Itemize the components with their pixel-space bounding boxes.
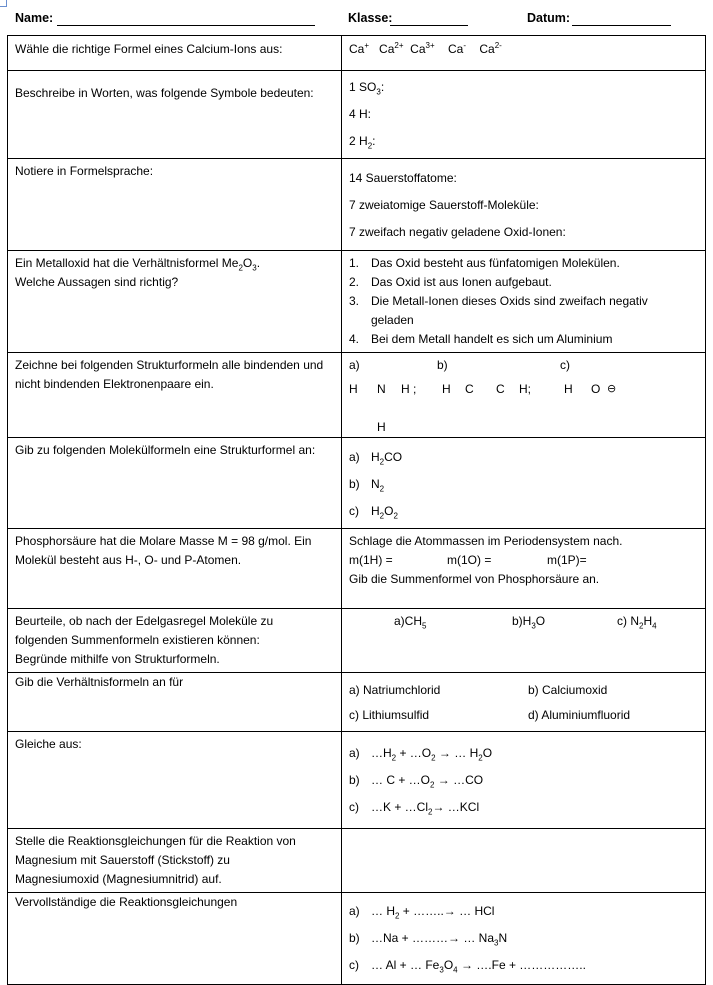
molecule-item: c) $H_2O_2$ (349, 504, 398, 521)
atom: H (377, 420, 386, 434)
question-cell (8, 732, 342, 829)
worksheet-header (15, 10, 705, 30)
date-field[interactable] (572, 25, 671, 26)
answer-cell[interactable] (342, 673, 706, 732)
molecule-item: a) $H_2CO$ (349, 450, 403, 467)
question-cell (8, 251, 342, 353)
task-row-metal-oxide (8, 251, 706, 353)
part-label: a) (349, 358, 360, 372)
ion-option[interactable]: Ca+ (349, 41, 370, 56)
task-row-electron-pairs (8, 353, 706, 438)
date-label: Datum: (527, 11, 571, 25)
name-field[interactable] (57, 25, 315, 26)
question-cell (8, 609, 342, 673)
mass-h: m(1H) = (349, 553, 393, 567)
atom-masses (349, 551, 698, 570)
class-field[interactable] (390, 25, 468, 26)
instruction-text: Gib die Summenformel von Phosphorsäure an. (349, 572, 600, 586)
compound-row (349, 703, 698, 728)
compound-row (349, 678, 698, 703)
atom: N (377, 382, 386, 396)
worksheet-table (7, 35, 706, 985)
task-row-magnesium-reaction (8, 829, 706, 893)
answer-cell[interactable] (342, 529, 706, 609)
question-text: Zeichne bei folgenden Strukturformeln alle bindenden und nicht bindenden Elektronenpaare ein. (15, 358, 324, 391)
statement-item[interactable]: 3. Die Metall-Ionen dieses Oxids sind zweifach negativ geladen (349, 294, 648, 327)
question-text: Ein Metalloxid hat die Verhältnisformel $Me_2O_3$. (15, 256, 261, 273)
compound-item: c) Lithiumsulfid (349, 708, 430, 722)
question-cell (8, 71, 342, 159)
atom: H (349, 382, 358, 396)
question-text: Magnesiumoxid (Magnesiumnitrid) auf. (15, 872, 222, 886)
equation-item: c) …K + $\dots Cl_2\to$ …KCl (349, 800, 480, 817)
task-row-calcium-ion (8, 36, 706, 71)
ion-option[interactable]: Ca- (447, 41, 466, 56)
question-text: Beurteile, ob nach der Edelgasregel Moleküle zu (15, 614, 274, 628)
atom: H (564, 382, 573, 396)
answer-cell[interactable] (342, 829, 706, 893)
equation-item: b) …Na + ………→ … $Na_3N$ (349, 931, 508, 948)
task-row-balance (8, 732, 706, 829)
answer-cell[interactable] (342, 438, 706, 529)
atom: H (442, 382, 451, 396)
question-cell (8, 36, 342, 71)
question-text: folgenden Summenformeln existieren können: (15, 633, 260, 647)
atom: H; (519, 382, 531, 396)
task-row-structural-formula (8, 438, 706, 529)
question-text: Notiere in Formelsprache: (15, 164, 154, 178)
mass-o: m(1O) = (447, 553, 492, 567)
ion-option[interactable]: $Ca^{3+}$ (410, 41, 435, 56)
equation-item: a) … $H_2$ + ……..→ … HCl (349, 904, 495, 921)
compound-item: d) Aluminiumfluorid (528, 708, 631, 722)
negative-charge-icon: ⊖ (607, 383, 617, 395)
formula-item: 7 zweiatomige Sauerstoff-Moleküle: (349, 198, 539, 212)
symbol-item: 4 H: (349, 107, 372, 121)
equation-item: a) $\dots H_2$ + $\dots O_2$ → … $H_2O$ (349, 746, 493, 763)
statement-item[interactable]: 2. Das Oxid ist aus Ionen aufgebaut. (349, 275, 552, 289)
answer-cell[interactable] (342, 893, 706, 985)
question-cell (8, 829, 342, 893)
question-cell (8, 529, 342, 609)
compound-item: b) Calciumoxid (528, 683, 608, 697)
formula-item: 7 zweifach negativ geladene Oxid-Ionen: (349, 225, 566, 239)
formula-c: c) $N_2H_4$ (617, 614, 657, 631)
question-text: Magnesium mit Sauerstoff (Stickstoff) zu (15, 853, 230, 867)
name-label: Name: (15, 11, 54, 25)
task-row-noble-gas-rule (8, 609, 706, 673)
question-text: Begründe mithilfe von Strukturformeln. (15, 652, 220, 666)
ion-option[interactable]: $Ca^{2+}$ (379, 41, 404, 56)
statement-list (349, 254, 698, 349)
task-row-ratio-formulas (8, 673, 706, 732)
question-cell (8, 159, 342, 251)
task-row-complete-equations (8, 893, 706, 985)
answer-cell[interactable] (342, 36, 706, 71)
ion-option[interactable]: $Ca^{2-}$ (479, 41, 502, 56)
question-text: Gib zu folgenden Molekülformeln eine Strukturformel an: (15, 443, 316, 457)
atom: C (465, 382, 474, 396)
question-text: Gib die Verhältnisformeln an für (15, 675, 184, 689)
answer-cell[interactable] (342, 159, 706, 251)
ion-options (349, 39, 698, 59)
answer-cell[interactable] (342, 732, 706, 829)
answer-cell[interactable] (342, 609, 706, 673)
question-cell (8, 893, 342, 985)
mass-p: m(1P)= (547, 553, 587, 567)
molecule-item: b) $N_2$ (349, 477, 385, 494)
equation-item: b) … $C + \dots O_2$ → …CO (349, 773, 484, 790)
question-text: Beschreibe in Worten, was folgende Symbole bedeuten: (15, 86, 314, 100)
corner-marker-icon (0, 0, 7, 7)
answer-cell (342, 251, 706, 353)
statement-item[interactable]: 1. Das Oxid besteht aus fünfatomigen Molekülen. (349, 256, 620, 270)
answer-cell[interactable] (342, 353, 706, 438)
part-label: c) (560, 358, 570, 372)
formula-a: $a)CH_5$ (394, 614, 427, 631)
question-text: Welche Aussagen sind richtig? (15, 275, 179, 289)
instruction-text: Schlage die Atommassen im Periodensystem nach. (349, 534, 623, 548)
formula-b: $b)H_3O$ (512, 614, 546, 631)
class-label: Klasse: (348, 11, 393, 25)
question-text: Phosphorsäure hat die Molare Masse M = 98 g/mol. Ein Molekül besteht aus H-, O- und P-Atomen. (15, 534, 312, 567)
question-text: Vervollständige die Reaktionsgleichungen (15, 895, 238, 909)
formula-item: 14 Sauerstoffatome: (349, 171, 457, 185)
question-text: Wähle die richtige Formel eines Calcium-Ions aus: (15, 42, 283, 56)
atom: C (496, 382, 505, 396)
task-row-formula-language (8, 159, 706, 251)
question-cell (8, 438, 342, 529)
part-label: b) (437, 358, 448, 372)
question-cell (8, 673, 342, 732)
question-cell (8, 353, 342, 438)
equation-item: c) … Al + … $Fe_3O_4$ → ….Fe + …………….. (349, 958, 586, 975)
statement-item[interactable]: 4. Bei dem Metall handelt es sich um Aluminium (349, 332, 613, 346)
symbol-item: 1 $SO_3$: (349, 80, 385, 97)
atom: O (591, 382, 601, 396)
compound-item: a) Natriumchlorid (349, 683, 441, 697)
task-row-symbols (8, 71, 706, 159)
question-text: Gleiche aus: (15, 737, 82, 751)
atom: H ; (401, 382, 417, 396)
task-row-phosphoric-acid (8, 529, 706, 609)
symbol-item: 2 $H_2$: (349, 134, 376, 151)
answer-cell[interactable] (342, 71, 706, 159)
question-text: Stelle die Reaktionsgleichungen für die Reaktion von (15, 834, 296, 848)
